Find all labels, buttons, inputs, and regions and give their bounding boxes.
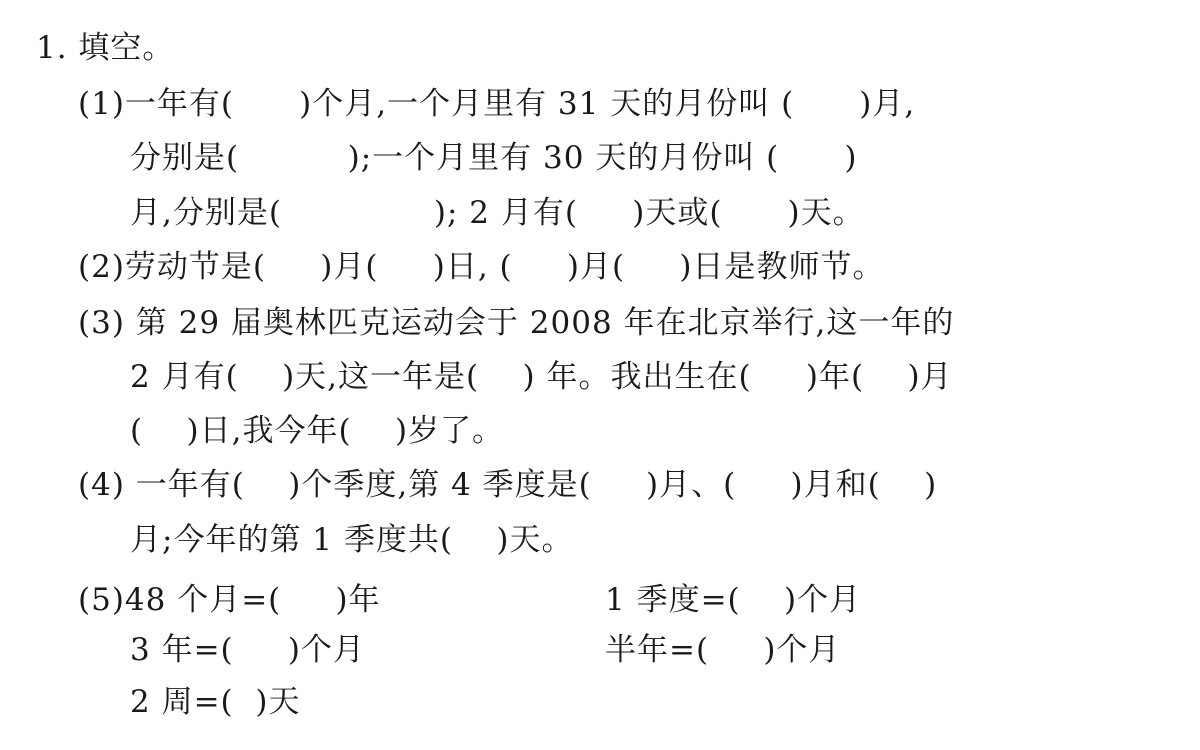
question-1-line-3: 月,分别是( ); 2 月有( )天或( )天。 <box>130 195 865 231</box>
question-3-line-1: (3) 第 29 届奥林匹克运动会于 2008 年在北京举行,这一年的 <box>78 305 955 341</box>
question-4-line-1: (4) 一年有( )个季度,第 4 季度是( )月、( )月和( ) <box>78 467 938 503</box>
question-5-item-2: 3 年=( )个月 <box>130 632 366 668</box>
question-5-item-1: (5)48 个月=( )年 <box>78 582 381 618</box>
question-3-line-3: ( )日,我今年( )岁了。 <box>130 413 505 449</box>
question-2-line-1: (2)劳动节是( )月( )日, ( )月( )日是教师节。 <box>78 249 885 285</box>
question-3-line-2: 2 月有( )天,这一年是( ) 年。我出生在( )年( )月 <box>130 359 953 395</box>
question-title: 1. 填空。 <box>36 30 175 66</box>
question-5-item-4: 1 季度=( )个月 <box>605 582 862 618</box>
question-5-item-5: 半年=( )个月 <box>605 632 841 668</box>
question-1-line-1: (1)一年有( )个月,一个月里有 31 天的月份叫 ( )月, <box>78 86 916 122</box>
question-1-line-2: 分别是( );一个月里有 30 天的月份叫 ( ) <box>130 140 858 176</box>
question-5-item-3: 2 周=( )天 <box>130 684 301 720</box>
question-4-line-2: 月;今年的第 1 季度共( )天。 <box>130 522 574 558</box>
